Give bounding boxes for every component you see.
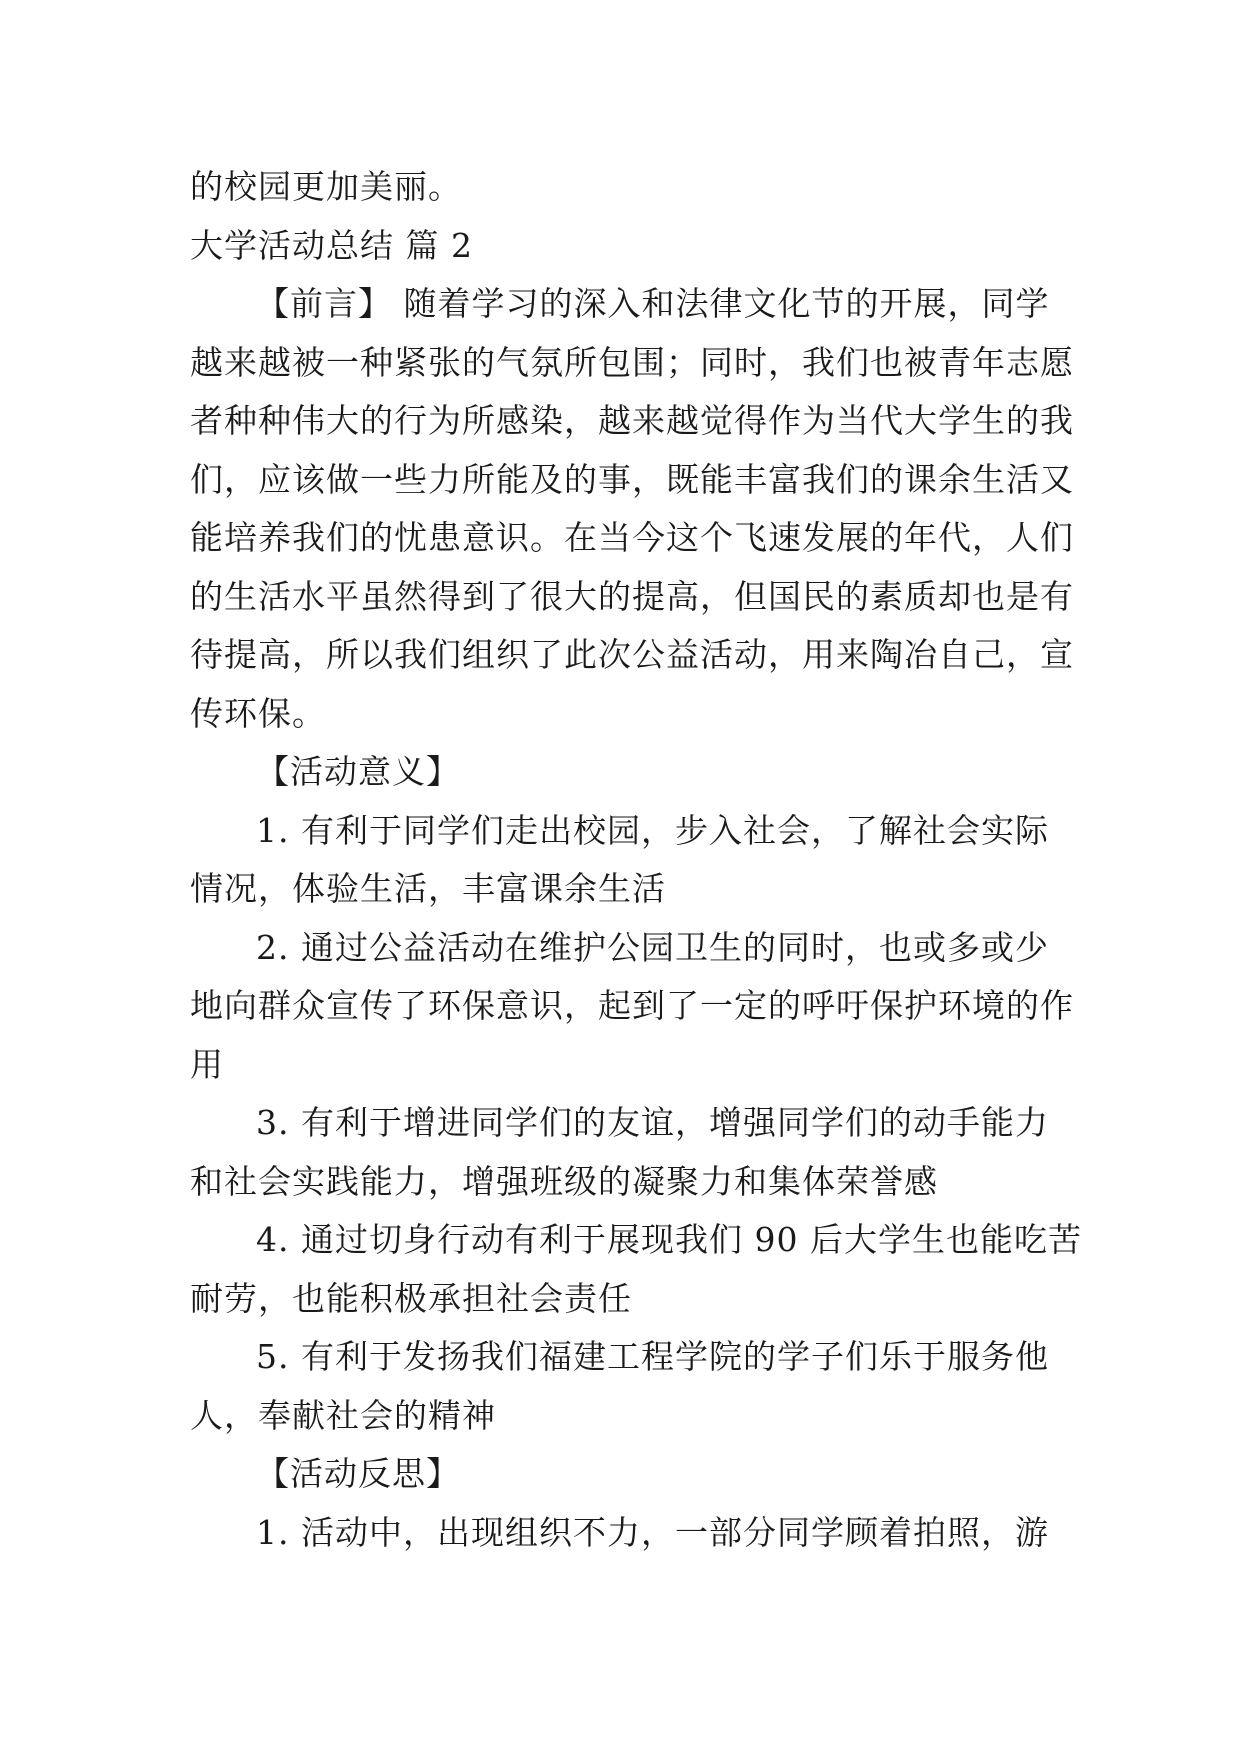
preface-line: 们，应该做一些力所能及的事，既能丰富我们的课余生活又	[190, 459, 1074, 499]
document-page	[190, 158, 1082, 1562]
document-title: 大学活动总结 篇 2	[190, 225, 473, 265]
preface-line: 越来越被一种紧张的气氛所包围；同时，我们也被青年志愿	[190, 342, 1074, 382]
list-item: 5. 有利于发扬我们福建工程学院的学子们乐于服务他 人，奉献社会的精神	[190, 1337, 1049, 1435]
preface-line: 者种种伟大的行为所感染，越来越觉得作为当代大学生的我	[190, 401, 1074, 440]
list-item: 1. 活动中，出现组织不力，一部分同学顾着拍照，游	[256, 1512, 1049, 1552]
list-item: 4. 通过切身行动有利于展现我们 90 后大学生也能吃苦 耐劳，也能积极承担社会责任	[190, 1220, 1082, 1318]
preface-paragraph	[190, 275, 1074, 743]
significance-list	[190, 802, 1082, 1446]
preface-line: 【前言】 随着学习的深入和法律文化节的开展，同学	[256, 284, 1050, 323]
continuation-line: 的校园更加美丽。	[190, 167, 462, 206]
preface-line: 的生活水平虽然得到了很大的提高，但国民的素质却也是有	[190, 576, 1074, 616]
reflection-heading: 【活动反思】	[256, 1454, 460, 1493]
list-item: 3. 有利于增进同学们的友谊，增强同学们的动手能力 和社会实践能力，增强班级的凝聚力和集体荣誉感	[190, 1103, 1049, 1201]
list-item: 1. 有利于同学们走出校园，步入社会，了解社会实际 情况，体验生活，丰富课余生活	[190, 810, 1049, 908]
preface-line: 待提高，所以我们组织了此次公益活动，用来陶冶自己，宣	[190, 635, 1074, 674]
list-item: 2. 通过公益活动在维护公园卫生的同时，也或多或少 地向群众宣传了环保意识，起到了一定的呼吁保护环境的作 用	[190, 927, 1074, 1084]
significance-heading: 【活动意义】	[256, 752, 460, 791]
reflection-list	[190, 1504, 1052, 1563]
preface-line: 能培养我们的忧患意识。在当今这个飞速发展的年代，人们	[190, 518, 1074, 557]
preface-line: 传环保。	[190, 693, 326, 733]
